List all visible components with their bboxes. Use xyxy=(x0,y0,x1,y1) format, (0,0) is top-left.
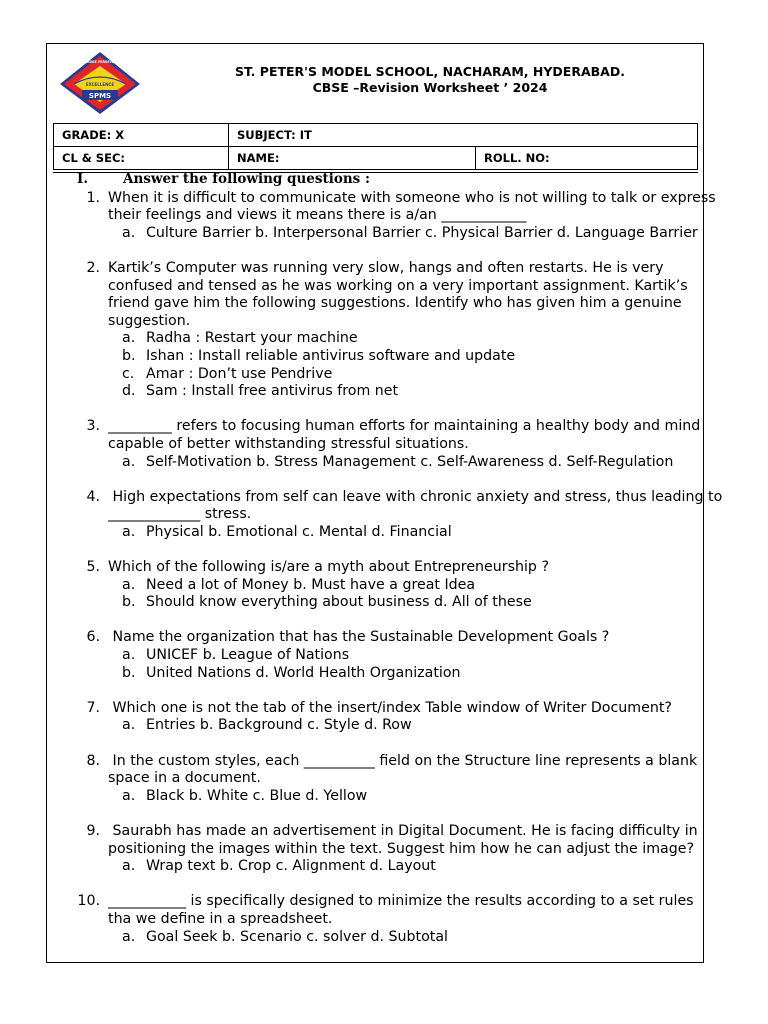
school-logo xyxy=(58,50,142,116)
question-3 xyxy=(60,418,700,488)
question-number: 8. xyxy=(86,752,100,769)
page-header xyxy=(200,64,660,96)
question-number: 6. xyxy=(86,629,100,646)
question-4 xyxy=(60,488,723,559)
option-text: Goal Seek b. Scenario c. solver d. Subtotal xyxy=(146,928,448,945)
question-text: ___________ is specifically designed to minimize the results according to a set rules xyxy=(108,893,694,910)
question-number: 10. xyxy=(77,893,100,910)
option-text: Should know everything about business d. All of these xyxy=(146,594,532,611)
class-section-cell: CL & SEC: xyxy=(54,147,229,170)
question-8 xyxy=(60,753,700,823)
question-spacer xyxy=(60,612,700,630)
question-number xyxy=(60,841,108,859)
question-line xyxy=(60,629,700,647)
question-line xyxy=(60,559,700,577)
question-text: High expectations from self can leave with chronic anxiety and stress, thus leading to xyxy=(108,488,723,505)
answer-option xyxy=(60,577,700,595)
option-text: United Nations d. World Health Organization xyxy=(146,664,461,681)
question-number: 1. xyxy=(86,189,100,206)
option-letter: a. xyxy=(122,576,136,593)
question-text: confused and tensed as he was working on a very important assignment. Kartik’s xyxy=(108,277,688,294)
question-number: 7. xyxy=(86,699,100,716)
option-letter: a. xyxy=(122,787,136,804)
option-letter: a. xyxy=(122,330,136,347)
question-text: Which one is not the tab of the insert/index Table window of Writer Document? xyxy=(108,699,672,716)
option-text: Radha : Restart your machine xyxy=(146,330,358,347)
question-line xyxy=(60,506,700,524)
option-letter: a. xyxy=(122,523,136,540)
question-line xyxy=(60,436,700,454)
answer-option xyxy=(60,348,700,366)
section-title: Answer the following questions : xyxy=(123,171,370,187)
option-text: UNICEF b. League of Nations xyxy=(146,647,350,664)
questions-section xyxy=(60,171,723,946)
option-letter: a. xyxy=(122,858,136,875)
worksheet-title: CBSE –Revision Worksheet ’ 2024 xyxy=(312,80,548,95)
question-number: 3. xyxy=(86,418,100,435)
question-spacer xyxy=(60,242,700,260)
option-text: Entries b. Background c. Style d. Row xyxy=(146,717,412,734)
logo-banner-text: SPMS xyxy=(88,92,112,100)
option-text: Sam : Install free antivirus from net xyxy=(146,383,399,400)
question-line xyxy=(60,189,716,208)
question-spacer xyxy=(60,401,700,419)
question-text: tha we define in a spreadsheet. xyxy=(108,910,333,927)
question-text: their feelings and views it means there is a/an ____________ xyxy=(108,207,527,224)
question-text: Kartik’s Computer was running very slow, hangs and often restarts. He is very xyxy=(108,259,664,276)
question-line xyxy=(60,488,723,507)
answer-option xyxy=(60,524,700,542)
question-text: When it is difficult to communicate with someone who is not willing to talk or express xyxy=(108,189,716,206)
question-line xyxy=(60,893,700,911)
question-line xyxy=(60,911,700,929)
question-number xyxy=(60,207,108,225)
answer-option xyxy=(60,929,700,947)
option-text: Amar : Don’t use Pendrive xyxy=(146,365,333,382)
question-line xyxy=(60,700,700,718)
question-spacer xyxy=(60,471,700,489)
question-text: _____________ stress. xyxy=(108,506,252,523)
answer-option xyxy=(60,454,700,472)
question-line xyxy=(60,841,700,859)
school-name: ST. PETER'S MODEL SCHOOL, NACHARAM, HYDERABAD. xyxy=(235,64,625,79)
question-number xyxy=(60,295,108,313)
question-number xyxy=(60,506,108,524)
question-text: friend gave him the following suggestions. Identify who has given him a genuine xyxy=(108,295,682,312)
option-letter: a. xyxy=(122,224,136,241)
question-spacer xyxy=(60,805,700,823)
question-number: 9. xyxy=(86,822,100,839)
question-spacer xyxy=(60,682,700,700)
answer-option xyxy=(60,647,700,665)
question-list xyxy=(60,189,723,947)
question-number: 2. xyxy=(86,259,100,276)
question-number xyxy=(60,436,108,454)
question-line xyxy=(60,278,700,296)
option-letter: a. xyxy=(122,717,136,734)
option-letter: b. xyxy=(122,664,136,681)
question-text: _________ refers to focusing human efforts for maintaining a healthy body and mind xyxy=(108,418,701,435)
answer-option xyxy=(60,717,700,735)
answer-option xyxy=(60,366,700,384)
option-text: Culture Barrier b. Interpersonal Barrier c. Physical Barrier d. Language Barrier xyxy=(146,224,698,241)
question-2 xyxy=(60,260,700,418)
option-letter: b. xyxy=(122,347,136,364)
question-text: capable of better withstanding stressful situations. xyxy=(108,435,469,452)
option-letter: a. xyxy=(122,647,136,664)
question-text: Which of the following is/are a myth about Entrepreneurship ? xyxy=(108,559,549,576)
option-text: Black b. White c. Blue d. Yellow xyxy=(146,787,368,804)
question-line xyxy=(60,295,700,313)
option-text: Self-Motivation b. Stress Management c. Self-Awareness d. Self-Regulation xyxy=(146,453,674,470)
answer-option xyxy=(60,594,700,612)
question-text: space in a document. xyxy=(108,770,261,787)
answer-option xyxy=(60,225,700,243)
question-spacer xyxy=(60,735,700,753)
answer-option xyxy=(60,665,700,683)
option-letter: a. xyxy=(122,928,136,945)
question-text: Name the organization that has the Sustainable Development Goals ? xyxy=(108,629,610,646)
answer-option xyxy=(60,383,700,401)
question-number xyxy=(60,911,108,929)
roll-number-cell: ROLL. NO: xyxy=(476,147,698,170)
question-text: In the custom styles, each __________ field on the Structure line represents a blank xyxy=(108,752,698,769)
question-line xyxy=(60,418,700,436)
logo-top-text: KNOWLEDGE PERSEVERANCE xyxy=(73,60,127,64)
question-6 xyxy=(60,629,700,699)
question-line xyxy=(60,207,700,225)
question-line xyxy=(60,823,700,841)
question-7 xyxy=(60,700,700,753)
question-text: suggestion. xyxy=(108,312,191,329)
section-heading xyxy=(60,171,700,189)
option-text: Wrap text b. Crop c. Alignment d. Layout xyxy=(146,858,436,875)
section-number: I. xyxy=(77,171,89,187)
question-9 xyxy=(60,823,700,893)
question-5 xyxy=(60,559,700,629)
option-letter: c. xyxy=(122,365,135,382)
question-number: 5. xyxy=(86,559,100,576)
question-spacer xyxy=(60,541,700,559)
question-text: positioning the images within the text. Suggest him how he can adjust the image? xyxy=(108,840,694,857)
question-line xyxy=(60,260,700,278)
answer-option xyxy=(60,330,700,348)
question-number xyxy=(60,770,108,788)
option-letter: b. xyxy=(122,594,136,611)
info-row-2 xyxy=(54,147,698,170)
question-text: Saurabh has made an advertisement in Digital Document. He is facing difficulty in xyxy=(108,822,698,839)
student-info-table xyxy=(53,123,698,170)
question-spacer xyxy=(60,876,700,894)
logo-middle-text: EXCELLENCE xyxy=(85,82,115,87)
grade-cell: GRADE: X xyxy=(54,124,229,147)
question-line xyxy=(60,313,700,331)
name-cell: NAME: xyxy=(229,147,476,170)
info-row-1 xyxy=(54,124,698,147)
answer-option xyxy=(60,788,700,806)
question-line xyxy=(60,770,700,788)
question-1 xyxy=(60,189,716,260)
option-text: Need a lot of Money b. Must have a great Idea xyxy=(146,576,476,593)
option-letter: a. xyxy=(122,453,136,470)
question-line xyxy=(60,753,700,771)
option-letter: d. xyxy=(122,383,136,400)
answer-option xyxy=(60,858,700,876)
question-number xyxy=(60,313,108,331)
subject-cell: SUBJECT: IT xyxy=(229,124,698,147)
question-number xyxy=(60,278,108,296)
question-number: 4. xyxy=(86,488,100,505)
question-10 xyxy=(60,893,700,946)
option-text: Physical b. Emotional c. Mental d. Financial xyxy=(146,523,452,540)
option-text: Ishan : Install reliable antivirus software and update xyxy=(146,347,516,364)
